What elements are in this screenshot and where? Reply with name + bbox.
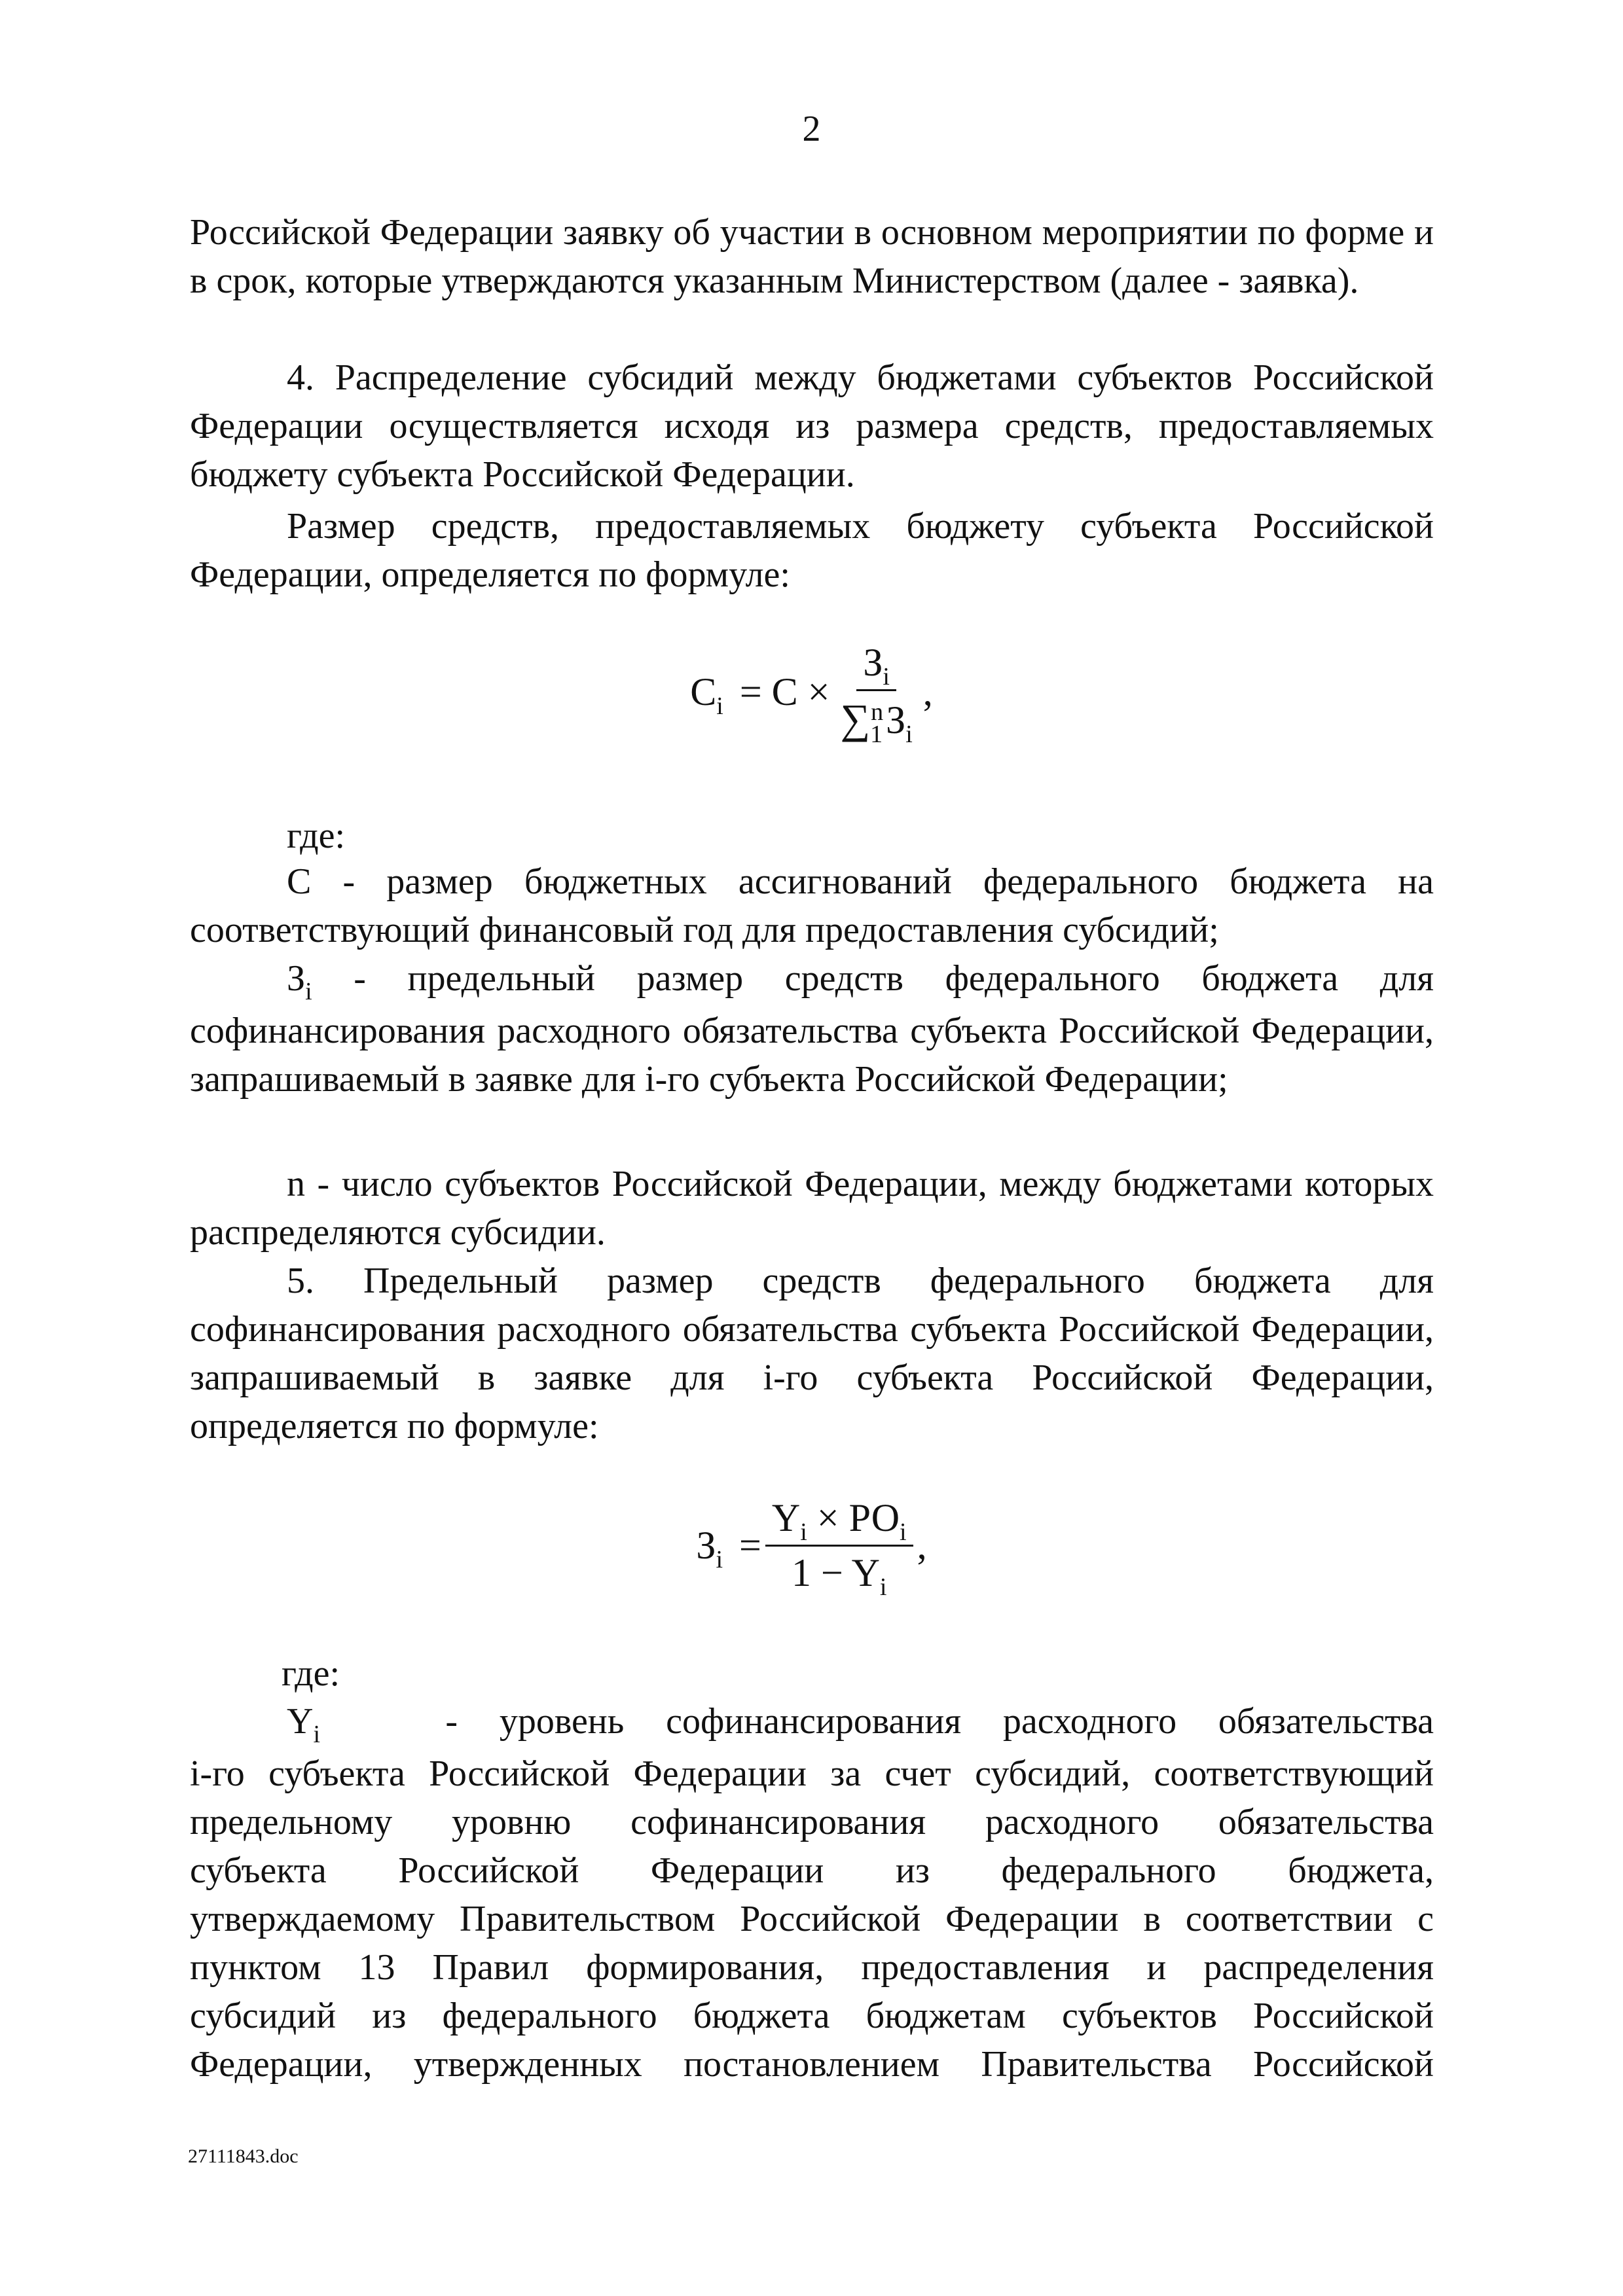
where-label-2: где:	[282, 1653, 340, 1694]
paragraph-4: 4. Распределение субсидий между бюджетами субъектов Российской Федерации осуществляется исходя из размера средств, предоставляемых бюджету субъекта Российской Федерации.	[190, 357, 1434, 495]
formula2-lhs: $З_i$ =	[696, 1524, 761, 1573]
def-y-line-3: предельному уровню софинансирования расходного обязательства	[190, 1802, 1434, 1842]
footer-filename: 27111843.doc	[188, 2145, 299, 2167]
definition-n	[190, 1160, 1434, 1257]
paragraph-intro	[190, 208, 1434, 305]
definitions-2	[190, 1649, 1434, 1698]
where-label-1: где:	[287, 816, 346, 856]
formula2-numerator: $Y_i \times РО_i$	[765, 1496, 913, 1547]
section-4	[190, 353, 1434, 499]
section-4-formula-intro	[190, 502, 1434, 599]
formula1-lhs: $C_i = C$ ×	[690, 670, 830, 720]
section-5	[190, 1257, 1434, 1450]
formula2-comma: ,	[917, 1524, 927, 1567]
definitions-1	[190, 812, 1434, 860]
def-y-line-2: i-го субъекта Российской Федерации за счет субсидий, соответствующий	[190, 1753, 1434, 1794]
formula2-fraction	[765, 1496, 913, 1601]
def-z-text: $З_i$ - предельный размер средств федерального бюджета для софинансирования расходного обязательства субъекта Российской Федерации, запрашиваемый в заявке для i-го субъекта Российской Федерации;	[190, 958, 1434, 1100]
def-y-line-7: субсидий из федерального бюджета бюджетам субъектов Российской	[190, 1996, 1434, 2036]
definition-y	[190, 1697, 1434, 2089]
def-y-line-8: Федерации, утвержденных постановлением Правительства Российской	[190, 2044, 1434, 2085]
def-y-line-4: субъекта Российской Федерации из федерального бюджета,	[190, 1850, 1434, 1891]
formula1-denominator: $\sum_1^nЗ_i$	[840, 696, 913, 748]
def-y-line-6: пунктом 13 Правил формирования, предоставления и распределения	[190, 1947, 1434, 1988]
formula2-denominator: $1 - Y_i$	[791, 1551, 887, 1601]
formula1-fraction	[834, 640, 919, 748]
formula1-comma: ,	[922, 670, 933, 713]
definition-z	[190, 954, 1434, 1103]
def-y-line-1: $Y_i$ - уровень софинансирования расходного обязательства	[287, 1701, 1434, 1748]
paragraph-formula-intro: Размер средств, предоставляемых бюджету субъекта Российской Федерации, определяется по формуле:	[190, 506, 1434, 595]
paragraph-5: 5. Предельный размер средств федерального бюджета для софинансирования расходного обязательства субъекта Российской Федерации, запрашиваемый в заявке для i-го субъекта Российской Федерации, определяется по формуле:	[190, 1261, 1434, 1446]
formula-limit	[0, 1496, 1623, 1601]
def-c-text: С - размер бюджетных ассигнований федерального бюджета на соответствующий финансовый год для предоставления субсидий;	[190, 861, 1434, 950]
page-number: 2	[802, 109, 821, 149]
formula-distribution	[0, 640, 1623, 748]
def-n-text: n - число субъектов Российской Федерации, между бюджетами которых распределяются субсидии.	[190, 1164, 1434, 1253]
def-y-line-5: утверждаемому Правительством Российской Федерации в соответствии с	[190, 1899, 1434, 1939]
paragraph-1: Российской Федерации заявку об участии в основном мероприятии по форме и в срок, которые утверждаются указанным Министерством (далее - заявка).	[190, 212, 1434, 301]
formula1-numerator: $З_i$	[856, 640, 896, 691]
definition-c	[190, 857, 1434, 954]
